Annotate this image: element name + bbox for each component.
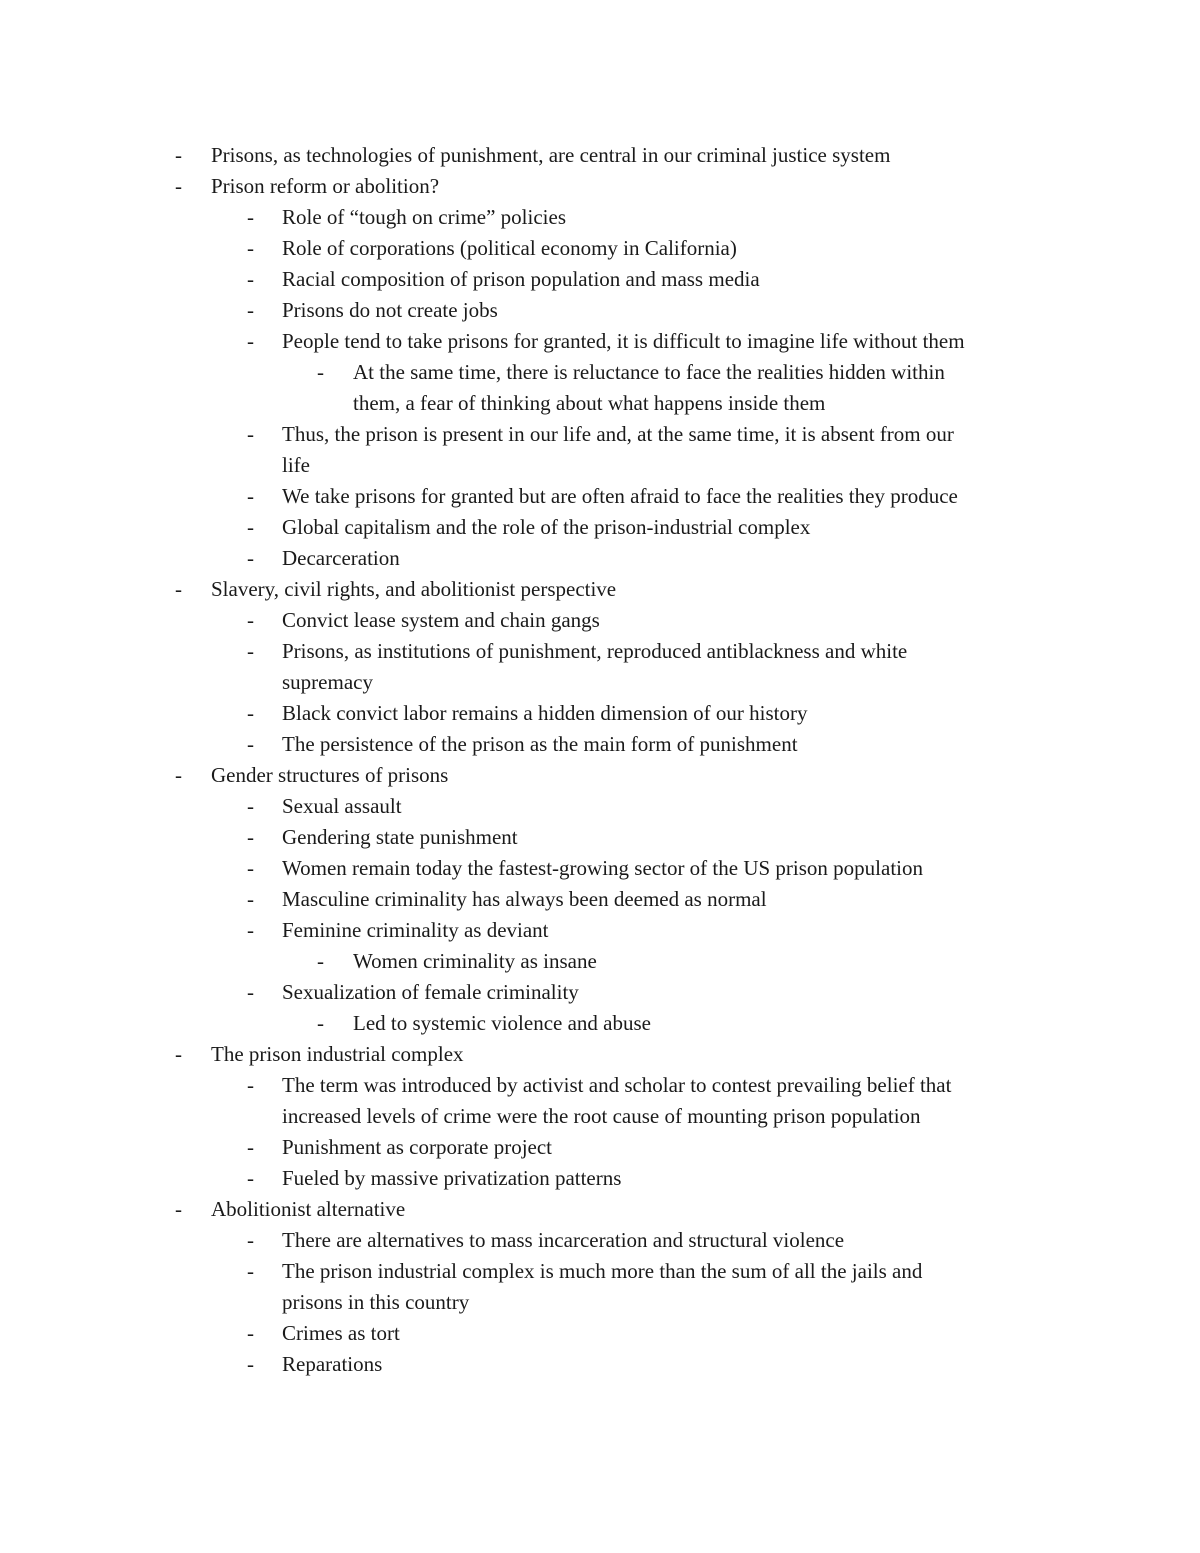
outline-item-level-1	[0, 822, 1200, 853]
outline-item-text: life	[282, 453, 310, 477]
bullet-dash: -	[247, 701, 254, 725]
outline-item-level-1	[0, 264, 1200, 295]
outline-item-level-0	[0, 171, 1200, 202]
outline-item-level-1	[0, 729, 1200, 760]
outline-item-text: Masculine criminality has always been deemed as normal	[282, 887, 767, 911]
outline-item-text: Prisons, as institutions of punishment, reproduced antiblackness and white	[282, 639, 908, 663]
notes-outline	[0, 140, 1200, 1380]
outline-item-text: increased levels of crime were the root cause of mounting prison population	[282, 1104, 921, 1128]
outline-item-text: Gender structures of prisons	[211, 763, 449, 787]
bullet-dash: -	[247, 825, 254, 849]
bullet-dash: -	[247, 236, 254, 260]
outline-item-text: People tend to take prisons for granted, it is difficult to imagine life without them	[282, 329, 965, 353]
outline-item-level-1	[0, 698, 1200, 729]
outline-item-level-0	[0, 574, 1200, 605]
outline-item-level-0	[0, 1039, 1200, 1070]
outline-item-level-1	[0, 481, 1200, 512]
bullet-dash: -	[247, 794, 254, 818]
bullet-dash: -	[247, 856, 254, 880]
outline-item-level-1	[0, 1349, 1200, 1380]
outline-item-level-1	[0, 295, 1200, 326]
bullet-dash: -	[247, 887, 254, 911]
outline-item-level-1	[0, 915, 1200, 946]
bullet-dash: -	[247, 267, 254, 291]
outline-item-text: Prisons do not create jobs	[282, 298, 498, 322]
outline-item-level-1	[0, 1101, 1200, 1132]
outline-item-text: them, a fear of thinking about what happens inside them	[353, 391, 826, 415]
bullet-dash: -	[317, 1011, 324, 1035]
bullet-dash: -	[247, 732, 254, 756]
outline-item-level-1	[0, 667, 1200, 698]
outline-item-text: Decarceration	[282, 546, 400, 570]
outline-item-level-1	[0, 450, 1200, 481]
bullet-dash: -	[247, 329, 254, 353]
bullet-dash: -	[247, 546, 254, 570]
bullet-dash: -	[247, 205, 254, 229]
outline-item-text: Women criminality as insane	[353, 949, 597, 973]
outline-item-text: There are alternatives to mass incarceration and structural violence	[282, 1228, 845, 1252]
bullet-dash: -	[247, 484, 254, 508]
outline-item-level-2	[0, 357, 1200, 388]
bullet-dash: -	[247, 639, 254, 663]
outline-item-text: Sexualization of female criminality	[282, 980, 579, 1004]
outline-item-level-1	[0, 1287, 1200, 1318]
bullet-dash: -	[247, 1073, 254, 1097]
outline-item-text: Role of corporations (political economy in California)	[282, 236, 737, 260]
bullet-dash: -	[175, 577, 182, 601]
bullet-dash: -	[247, 918, 254, 942]
outline-item-level-1	[0, 1132, 1200, 1163]
outline-item-text: Thus, the prison is present in our life and, at the same time, it is absent from our	[282, 422, 954, 446]
outline-item-level-1	[0, 636, 1200, 667]
outline-item-level-1	[0, 512, 1200, 543]
outline-item-level-0	[0, 760, 1200, 791]
outline-item-level-1	[0, 977, 1200, 1008]
bullet-dash: -	[317, 949, 324, 973]
outline-item-level-2	[0, 388, 1200, 419]
outline-item-text: Women remain today the fastest-growing sector of the US prison population	[282, 856, 924, 880]
outline-item-text: Led to systemic violence and abuse	[353, 1011, 651, 1035]
outline-item-text: Prison reform or abolition?	[211, 174, 440, 198]
outline-item-level-1	[0, 202, 1200, 233]
outline-item-text: Feminine criminality as deviant	[282, 918, 549, 942]
outline-item-text: prisons in this country	[282, 1290, 470, 1314]
outline-item-text: Black convict labor remains a hidden dimension of our history	[282, 701, 808, 725]
outline-item-text: Punishment as corporate project	[282, 1135, 553, 1159]
bullet-dash: -	[247, 1321, 254, 1345]
outline-item-text: Reparations	[282, 1352, 383, 1376]
outline-item-text: Global capitalism and the role of the prison-industrial complex	[282, 515, 811, 539]
outline-item-level-0	[0, 140, 1200, 171]
bullet-dash: -	[175, 1042, 182, 1066]
outline-item-level-1	[0, 791, 1200, 822]
outline-item-text: Fueled by massive privatization patterns	[282, 1166, 622, 1190]
outline-item-level-1	[0, 853, 1200, 884]
outline-item-level-1	[0, 419, 1200, 450]
bullet-dash: -	[247, 1228, 254, 1252]
outline-item-text: Gendering state punishment	[282, 825, 518, 849]
bullet-dash: -	[247, 1352, 254, 1376]
bullet-dash: -	[247, 298, 254, 322]
bullet-dash: -	[175, 174, 182, 198]
outline-item-level-1	[0, 326, 1200, 357]
outline-item-text: Prisons, as technologies of punishment, are central in our criminal justice system	[211, 143, 891, 167]
outline-item-level-1	[0, 884, 1200, 915]
outline-item-text: Convict lease system and chain gangs	[282, 608, 600, 632]
bullet-dash: -	[175, 1197, 182, 1221]
outline-item-text: supremacy	[282, 670, 373, 694]
bullet-dash: -	[247, 980, 254, 1004]
outline-item-text: Crimes as tort	[282, 1321, 400, 1345]
outline-item-level-2	[0, 946, 1200, 977]
outline-item-level-1	[0, 1070, 1200, 1101]
outline-item-level-0	[0, 1194, 1200, 1225]
outline-item-text: At the same time, there is reluctance to face the realities hidden within	[353, 360, 945, 384]
bullet-dash: -	[175, 763, 182, 787]
bullet-dash: -	[247, 422, 254, 446]
bullet-dash: -	[247, 515, 254, 539]
bullet-dash: -	[247, 608, 254, 632]
outline-item-level-2	[0, 1008, 1200, 1039]
bullet-dash: -	[175, 143, 182, 167]
outline-item-level-1	[0, 233, 1200, 264]
outline-item-text: Abolitionist alternative	[211, 1197, 406, 1221]
bullet-dash: -	[247, 1166, 254, 1190]
outline-item-level-1	[0, 1163, 1200, 1194]
outline-item-text: The persistence of the prison as the main form of punishment	[282, 732, 798, 756]
outline-item-level-1	[0, 1225, 1200, 1256]
outline-item-text: The term was introduced by activist and scholar to contest prevailing belief that	[282, 1073, 952, 1097]
bullet-dash: -	[317, 360, 324, 384]
outline-item-text: Slavery, civil rights, and abolitionist perspective	[211, 577, 617, 601]
bullet-dash: -	[247, 1135, 254, 1159]
outline-item-level-1	[0, 605, 1200, 636]
outline-item-text: The prison industrial complex is much more than the sum of all the jails and	[282, 1259, 923, 1283]
bullet-dash: -	[247, 1259, 254, 1283]
outline-item-text: Sexual assault	[282, 794, 402, 818]
outline-item-level-1	[0, 543, 1200, 574]
outline-item-text: Role of “tough on crime” policies	[282, 205, 567, 229]
outline-item-text: We take prisons for granted but are often afraid to face the realities they produce	[282, 484, 958, 508]
outline-item-level-1	[0, 1318, 1200, 1349]
outline-item-text: The prison industrial complex	[211, 1042, 464, 1066]
outline-item-text: Racial composition of prison population and mass media	[282, 267, 760, 291]
outline-item-level-1	[0, 1256, 1200, 1287]
